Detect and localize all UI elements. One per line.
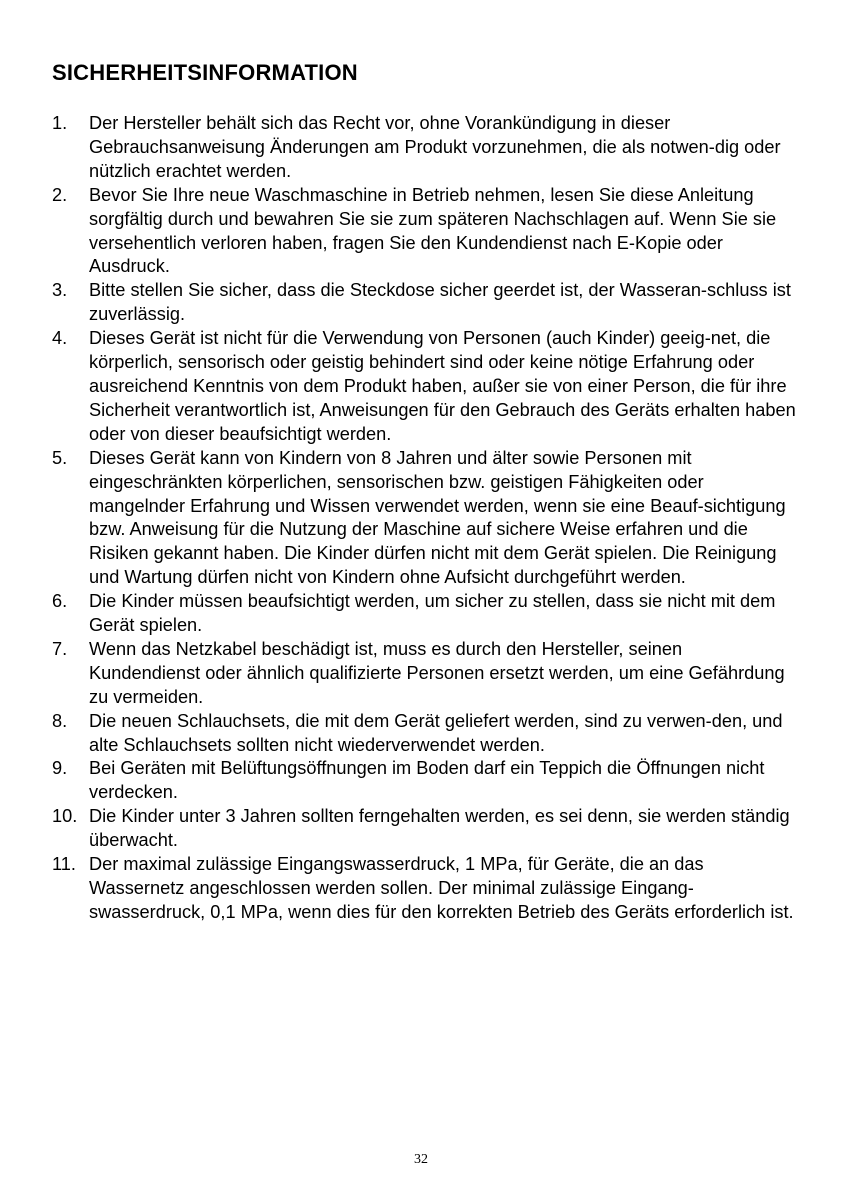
item-number: 6. — [52, 591, 68, 612]
list-item — [52, 279, 797, 327]
item-number: 1. — [52, 113, 68, 133]
item-text: Wenn das Netzkabel beschädigt ist, muss es durch den Hersteller, seinen Kundendienst oder ähnlich qualifizierte Personen ersetzt werden, um eine Gefährdung zu vermeiden. — [89, 638, 785, 707]
list-item — [52, 805, 797, 853]
safety-list — [52, 112, 797, 925]
page-number: 32 — [414, 1152, 428, 1167]
item-number: 8. — [52, 710, 68, 731]
list-item — [52, 447, 797, 590]
item-text: Die Kinder müssen beaufsichtigt werden, um sicher zu stellen, dass sie nicht mit dem Gerät spielen. — [89, 591, 776, 636]
list-item — [52, 638, 797, 710]
list-item — [52, 710, 797, 758]
item-number: 10. — [52, 806, 78, 827]
item-text: Dieses Gerät kann von Kindern von 8 Jahren und älter sowie Personen mit eingeschränkten körperlichen, sensorischen bzw. geistigen Fähigkeiten oder mangelnder Erfahrung und Wissen verwendet werden, wenn sie eine Beauf-sichtigung bzw. Anweisung für die Nutzung der Maschine auf sichere Weise erfahren und die Risiken gekannt haben. Die Kinder dürfen nicht mit dem Gerät spielen. Die Reinigung und Wartung dürfen nicht von Kindern ohne Aufsicht durchgeführt werden. — [89, 447, 786, 588]
item-text: Die neuen Schlauchsets, die mit dem Gerät geliefert werden, sind zu verwen-den, und alte Schlauchsets sollten nicht wiederverwendet werden. — [89, 710, 783, 755]
item-number: 5. — [52, 447, 68, 468]
list-item — [52, 112, 797, 184]
item-number: 9. — [52, 758, 68, 779]
page-title: SICHERHEITSINFORMATION — [52, 60, 358, 85]
item-number: 11. — [52, 854, 76, 875]
list-item — [52, 853, 797, 925]
item-text: Bei Geräten mit Belüftungsöffnungen im Boden darf ein Teppich die Öffnungen nicht verdecken. — [89, 758, 765, 803]
list-item — [52, 184, 797, 280]
list-item — [52, 327, 797, 447]
item-text: Dieses Gerät ist nicht für die Verwendung von Personen (auch Kinder) geeig-net, die körperlich, sensorisch oder geistig behindert sind oder keine nötige Erfahrung oder ausreichend Kenntnis von dem Produkt haben, außer sie von einer Person, die für ihre Sicherheit verantwortlich ist, Anweisungen für den Gebrauch des Geräts erhalten haben oder von dieser beaufsichtigt werden. — [89, 328, 796, 444]
item-text: Der maximal zulässige Eingangswasserdruck, 1 MPa, für Geräte, die an das Wassernetz angeschlossen werden sollen. Der minimal zulässige Eingang-swasserdruck, 0,1 MPa, wenn dies für den korrekten Betrieb des Geräts erforderlich ist. — [89, 854, 794, 922]
item-text: Bitte stellen Sie sicher, dass die Steckdose sicher geerdet ist, der Wasseran-schluss ist zuverlässig. — [89, 280, 791, 325]
item-number: 7. — [52, 638, 68, 659]
item-number: 4. — [52, 328, 68, 349]
list-item — [52, 757, 797, 805]
item-number: 3. — [52, 280, 68, 301]
item-text: Der Hersteller behält sich das Recht vor, ohne Vorankündigung in dieser Gebrauchsanweisung Änderungen am Produkt vorzunehmen, die als notwen-dig oder nützlich erachtet werden. — [89, 113, 781, 181]
item-text: Die Kinder unter 3 Jahren sollten ferngehalten werden, es sei denn, sie werden ständig überwacht. — [89, 806, 790, 851]
item-number: 2. — [52, 184, 68, 205]
list-item — [52, 590, 797, 638]
item-text: Bevor Sie Ihre neue Waschmaschine in Betrieb nehmen, lesen Sie diese Anleitung sorgfältig durch und bewahren Sie sie zum späteren Nachschlagen auf. Wenn Sie sie versehentlich verloren haben, fragen Sie den Kundendienst nach E-Kopie oder Ausdruck. — [89, 184, 777, 277]
